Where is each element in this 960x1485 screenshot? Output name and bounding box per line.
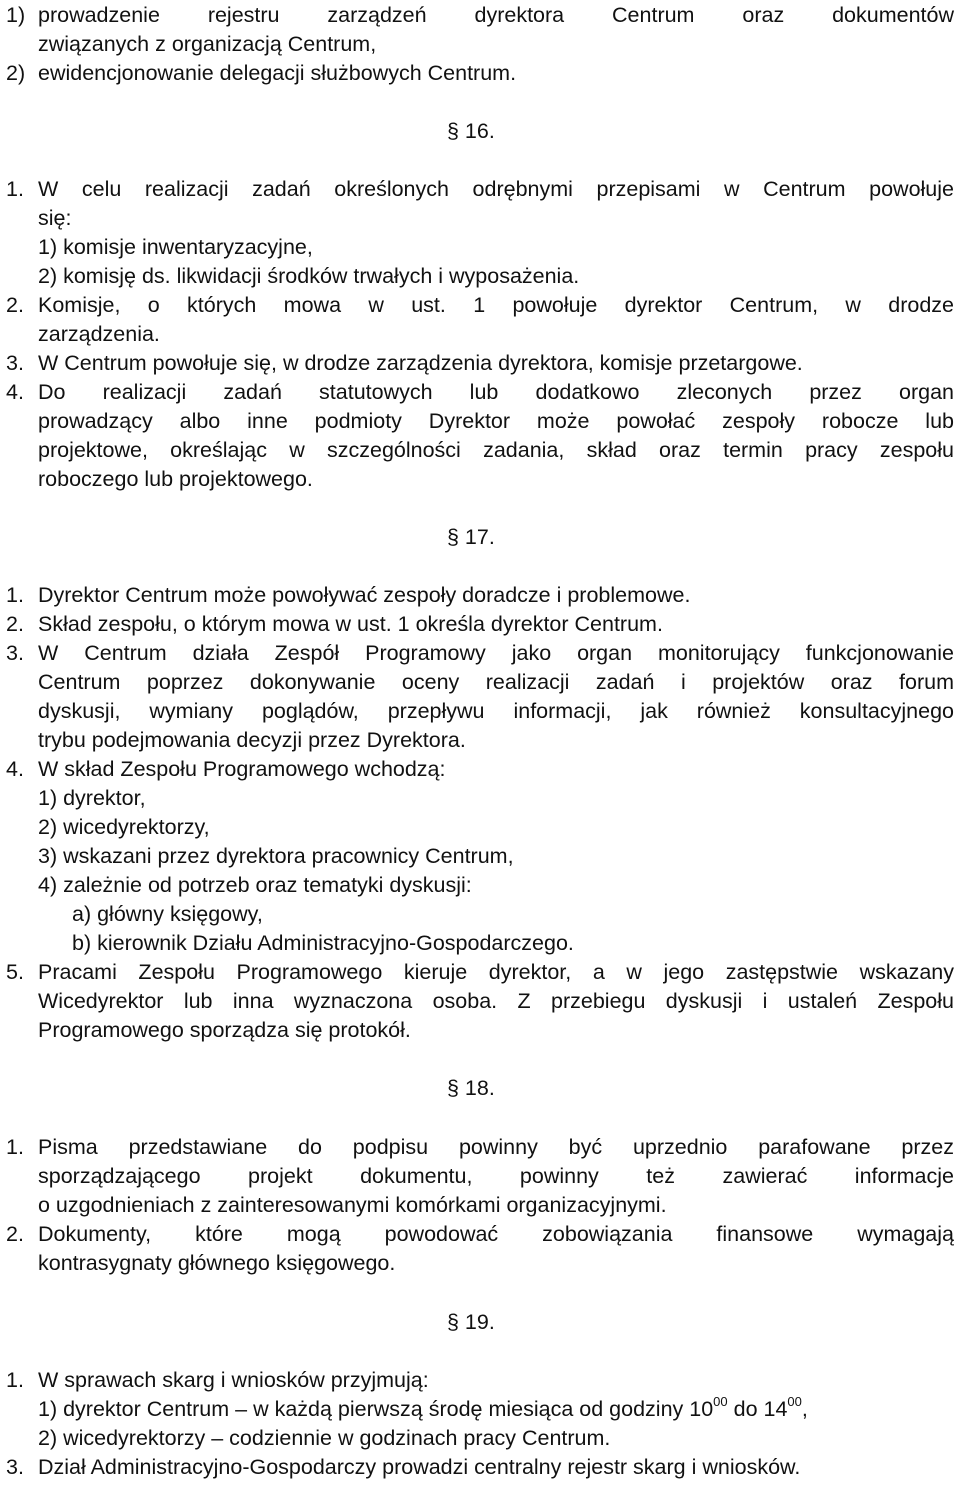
- section-18-heading: § 18.: [447, 1076, 495, 1100]
- s17-p4-item3: 3) wskazani przez dyrektora pracownicy Centrum,: [38, 844, 514, 868]
- s17-p1-number: 1.: [6, 583, 24, 607]
- s16-p1-item1: 1) komisje inwentaryzacyjne,: [38, 235, 313, 259]
- intro-item2-number: 2): [6, 61, 26, 85]
- s18-p1-line1: Pisma przedstawiane do podpisu powinny być uprzednio parafowane przez: [38, 1135, 954, 1159]
- s17-p4-item4b: b) kierownik Działu Administracyjno-Gospodarczego.: [72, 931, 574, 955]
- s17-p5-number: 5.: [6, 960, 24, 984]
- s17-p4: W skład Zespołu Programowego wchodzą:: [38, 757, 446, 781]
- s17-p1: Dyrektor Centrum może powoływać zespoły doradcze i problemowe.: [38, 583, 691, 607]
- s18-p2-line2: kontrasygnaty głównego księgowego.: [38, 1251, 396, 1275]
- intro-item1-line1: prowadzenie rejestru zarządzeń dyrektora Centrum oraz dokumentów: [38, 3, 954, 27]
- s19-p1-number: 1.: [6, 1368, 24, 1392]
- s17-p5-line2: Wicedyrektor lub inna wyznaczona osoba. Z przebiegu dyskusji i ustaleń Zespołu: [38, 989, 954, 1013]
- s17-p3-line1: W Centrum działa Zespół Programowy jako organ monitorujący funkcjonowanie: [38, 641, 954, 665]
- s18-p2-line1: Dokumenty, które mogą powodować zobowiązania finansowe wymagają: [38, 1222, 954, 1246]
- s16-p2-number: 2.: [6, 293, 24, 317]
- s19-hour-from-minutes: 00: [713, 1394, 728, 1409]
- s18-p1-line3: o uzgodnieniach z zainteresowanymi komórkami organizacyjnymi.: [38, 1193, 667, 1217]
- s19-p1-item1-text: 1) dyrektor Centrum – w każdą pierwszą środę miesiąca od godziny 10: [38, 1397, 714, 1421]
- intro-item1-number: 1): [6, 3, 26, 27]
- s16-p1-item2: 2) komisję ds. likwidacji środków trwałych i wyposażenia.: [38, 264, 580, 288]
- s19-hour-to-minutes: 00: [787, 1394, 802, 1409]
- s19-p1-item1: [38, 1396, 808, 1422]
- s18-p1-line2: sporządzającego projekt dokumentu, powinny też zawierać informacje: [38, 1164, 954, 1188]
- section-17-heading: § 17.: [447, 525, 495, 549]
- s17-p4-item4a: a) główny księgowy,: [72, 902, 263, 926]
- s16-p4-number: 4.: [6, 380, 24, 404]
- s19-p3: Dział Administracyjno-Gospodarczy prowadzi centralny rejestr skarg i wniosków.: [38, 1455, 801, 1479]
- s16-p1-number: 1.: [6, 177, 24, 201]
- intro-item2: ewidencjonowanie delegacji służbowych Centrum.: [38, 61, 517, 85]
- s19-p1-item1-mid: do 14: [727, 1397, 788, 1421]
- s17-p2: Skład zespołu, o którym mowa w ust. 1 określa dyrektor Centrum.: [38, 612, 663, 636]
- section-19-heading: § 19.: [447, 1310, 495, 1334]
- s17-p3-number: 3.: [6, 641, 24, 665]
- intro-item1-line2: związanych z organizacją Centrum,: [38, 32, 377, 56]
- s19-p1-item1-end: ,: [801, 1397, 808, 1421]
- s19-p1-item2: 2) wicedyrektorzy – codziennie w godzinach pracy Centrum.: [38, 1426, 611, 1450]
- s17-p4-item2: 2) wicedyrektorzy,: [38, 815, 210, 839]
- s16-p1-line2: się:: [38, 206, 72, 230]
- s19-p1: W sprawach skarg i wniosków przyjmują:: [38, 1368, 429, 1392]
- s17-p2-number: 2.: [6, 612, 24, 636]
- s17-p3-line4: trybu podejmowania decyzji przez Dyrektora.: [38, 728, 466, 752]
- s17-p5-line1: Pracami Zespołu Programowego kieruje dyrektor, a w jego zastępstwie wskazany: [38, 960, 954, 984]
- s17-p4-item4: 4) zależnie od potrzeb oraz tematyki dyskusji:: [38, 873, 472, 897]
- s17-p4-number: 4.: [6, 757, 24, 781]
- s18-p2-number: 2.: [6, 1222, 24, 1246]
- s16-p4-line2: prowadzący albo inne podmioty Dyrektor może powołać zespoły robocze lub: [38, 409, 954, 433]
- s16-p4-line4: roboczego lub projektowego.: [38, 467, 313, 491]
- s17-p4-item1: 1) dyrektor,: [38, 786, 146, 810]
- s18-p1-number: 1.: [6, 1135, 24, 1159]
- s16-p1-line1: W celu realizacji zadań określonych odrębnymi przepisami w Centrum powołuje: [38, 177, 954, 201]
- s16-p4-line3: projektowe, określając w szczególności zadania, skład oraz termin pracy zespołu: [38, 438, 954, 462]
- s17-p3-line3: dyskusji, wymiany poglądów, przepływu informacji, jak również konsultacyjnego: [38, 699, 954, 723]
- section-16-heading: § 16.: [447, 119, 495, 143]
- s19-p3-number: 3.: [6, 1455, 24, 1479]
- s16-p2-line2: zarządzenia.: [38, 322, 160, 346]
- s16-p3-number: 3.: [6, 351, 24, 375]
- s17-p5-line3: Programowego sporządza się protokół.: [38, 1018, 411, 1042]
- s16-p4-line1: Do realizacji zadań statutowych lub dodatkowo zleconych przez organ: [38, 380, 954, 404]
- s16-p2-line1: Komisje, o których mowa w ust. 1 powołuje dyrektor Centrum, w drodze: [38, 293, 954, 317]
- s16-p3: W Centrum powołuje się, w drodze zarządzenia dyrektora, komisje przetargowe.: [38, 351, 803, 375]
- s17-p3-line2: Centrum poprzez dokonywanie oceny realizacji zadań i projektów oraz forum: [38, 670, 954, 694]
